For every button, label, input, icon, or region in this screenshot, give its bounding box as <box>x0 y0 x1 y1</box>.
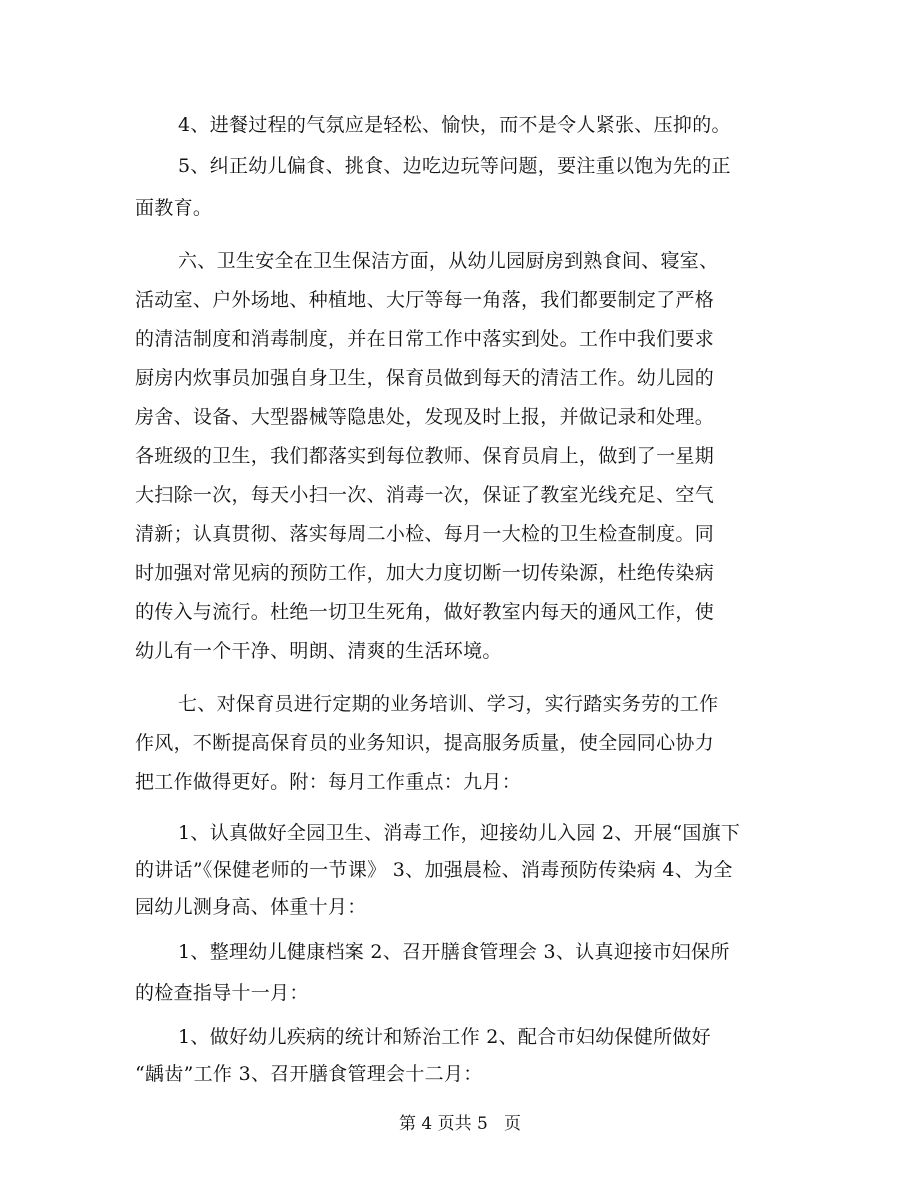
text-line-5: 活动室、户外场地、种植地、大厅等每一角落，我们都要制定了严格 <box>135 289 715 311</box>
text-line-6: 的清洁制度和消毒制度，并在日常工作中落实到处。工作中我们要求 <box>135 328 715 350</box>
text-line-21: 1、整理幼儿健康档案 2、召开膳食管理会 3、认真迎接市妇保所 <box>178 941 730 963</box>
text-line-22: 的检查指导十一月： <box>135 982 309 1004</box>
text-line-3: 面教育。 <box>135 197 213 219</box>
text-line-9: 各班级的卫生，我们都落实到每位教师、保育员肩上，做到了一星期 <box>135 445 715 467</box>
text-line-7: 厨房内炊事员加强自身卫生，保育员做到每天的清洁工作。幼儿园的 <box>135 367 715 389</box>
text-line-20: 园幼儿测身高、体重十月： <box>135 896 367 918</box>
text-line-16: 作风，不断提高保育员的业务知识，提高服务质量，使全园同心协力 <box>135 732 715 754</box>
text-line-10: 大扫除一次，每天小扫一次、消毒一次，保证了教室光线充足、空气 <box>135 484 715 506</box>
text-line-24: “龋齿”工作 3、召开膳食管理会十二月： <box>135 1063 483 1085</box>
text-line-17: 把工作做得更好。附：每月工作重点：九月： <box>135 771 522 793</box>
text-line-11: 清新；认真贯彻、落实每周二小检、每月一大检的卫生检查制度。同 <box>135 523 715 545</box>
text-line-8: 房舍、设备、大型器械等隐患处，发现及时上报，并做记录和处理。 <box>135 406 715 428</box>
text-line-12: 时加强对常见病的预防工作，加大力度切断一切传染源，杜绝传染病 <box>135 562 715 584</box>
text-line-19: 的讲话”《保健老师的一节课》 3、加强晨检、消毒预防传染病 4、为全 <box>135 859 733 881</box>
text-line-14: 幼儿有一个干净、明朗、清爽的生活环境。 <box>135 640 502 662</box>
text-line-15: 七、对保育员进行定期的业务培训、学习，实行踏实务劳的工作 <box>178 693 719 715</box>
page-number-footer: 第 4 页共 5 页 <box>398 1114 522 1134</box>
text-line-23: 1、做好幼儿疾病的统计和矫治工作 2、配合市妇幼保健所做好 <box>178 1026 711 1048</box>
text-line-1: 4、进餐过程的气氛应是轻松、愉快，而不是令人紧张、压抑的。 <box>178 114 731 136</box>
text-line-2: 5、纠正幼儿偏食、挑食、边吃边玩等问题，要注重以饱为先的正 <box>178 155 731 177</box>
text-line-4: 六、卫生安全在卫生保洁方面，从幼儿园厨房到熟食间、寝室、 <box>178 250 719 272</box>
text-line-13: 的传入与流行。杜绝一切卫生死角，做好教室内每天的通风工作，使 <box>135 601 715 623</box>
text-line-18: 1、认真做好全园卫生、消毒工作，迎接幼儿入园 2、开展“国旗下 <box>178 822 741 844</box>
